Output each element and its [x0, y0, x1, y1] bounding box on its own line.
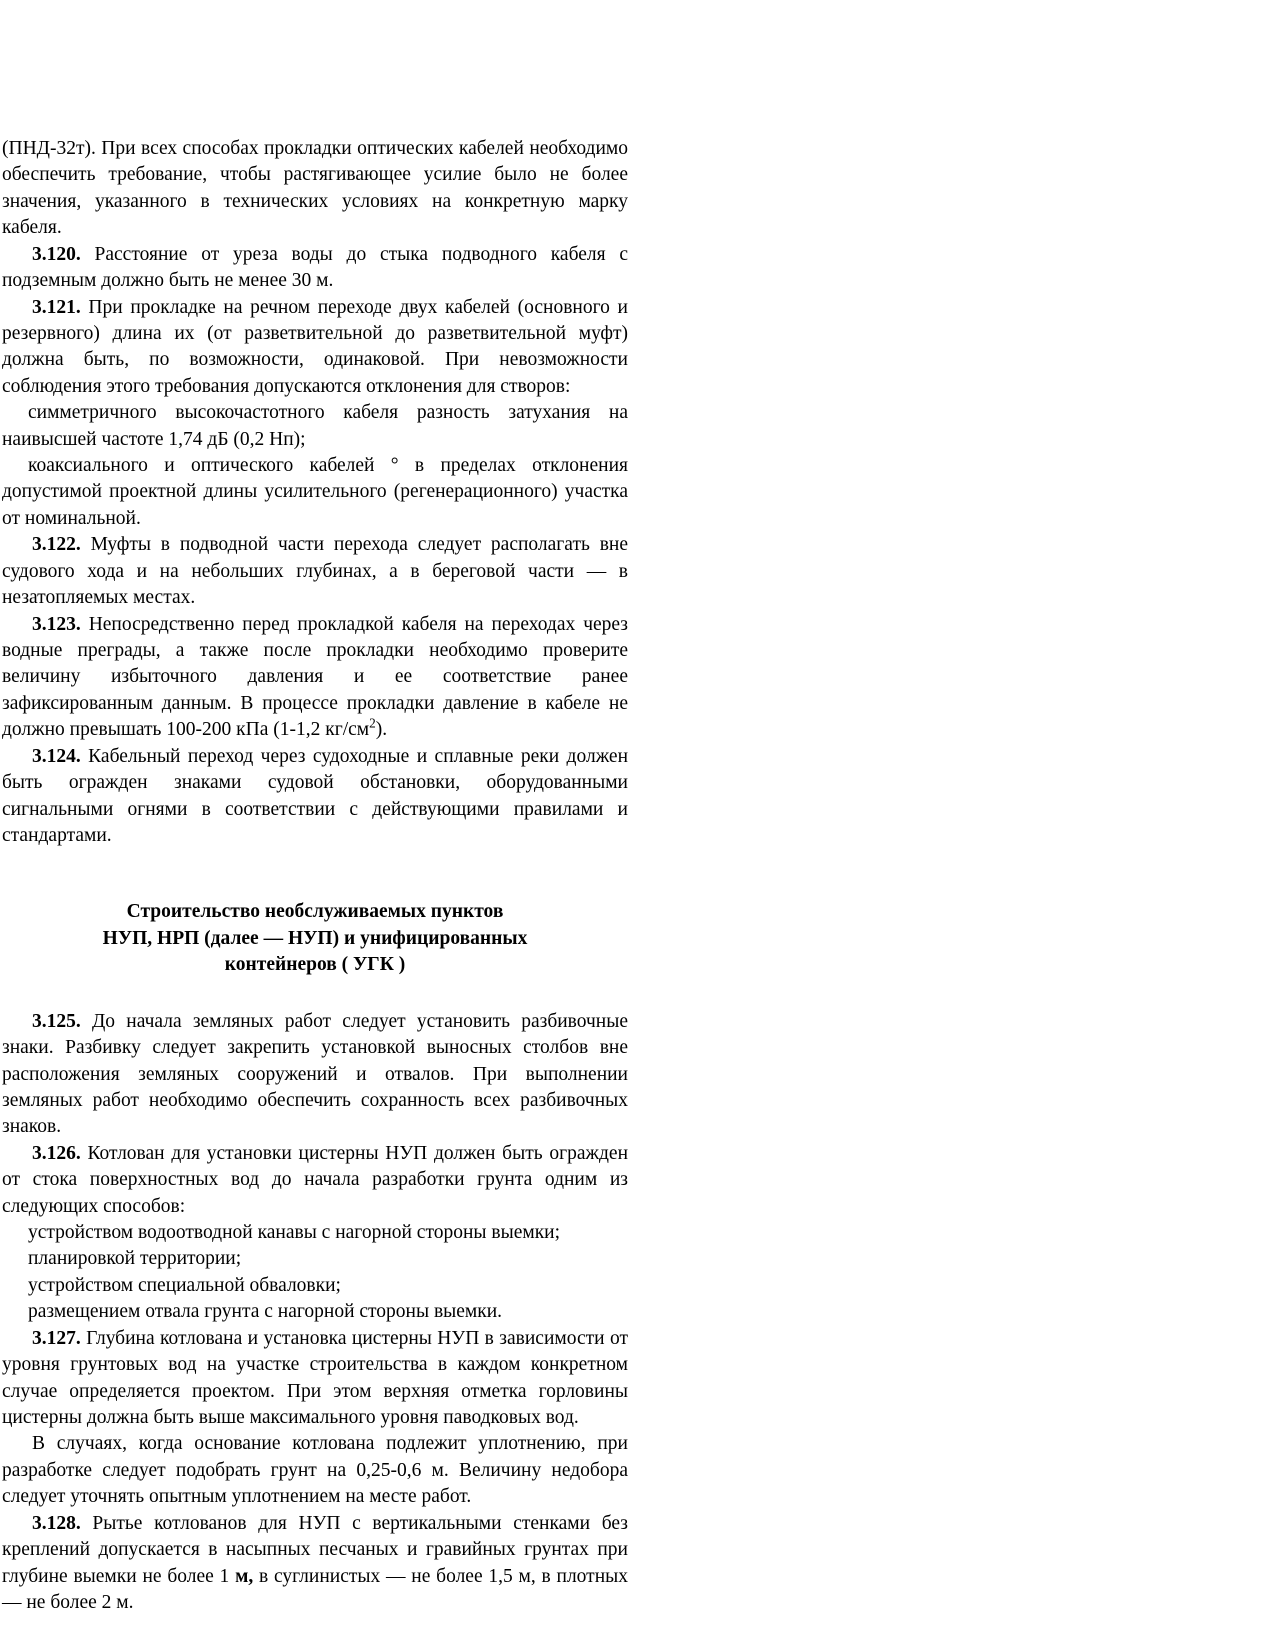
paragraph-3125: [2, 1009, 628, 1141]
paragraph-3128: [2, 1511, 628, 1617]
clause-number: 3.123.: [32, 613, 81, 635]
paragraph-3127: [2, 1326, 628, 1432]
paragraph-text: В случаях, когда основание котлована подлежит уплотнению, при разработке следует подобрать грунт на 0,25-0,6 м. Величину недобора следует уточнять опытным уплотнением на месте работ.: [2, 1433, 628, 1508]
page-body: [0, 136, 628, 1616]
clause-number: 3.128.: [32, 1512, 81, 1534]
paragraph-text: Глубина котлована и установка цистерны НУП в зависимости от уровня грунтовых вод на участке строительства в каждом конкретном случае определяется проектом. При этом верхняя отметка горловины цистерны должна быть выше максимального уровня паводковых вод.: [2, 1327, 628, 1428]
paragraph-text: устройством специальной обваловки;: [28, 1274, 341, 1296]
paragraph-text: устройством водоотводной канавы с нагорной стороны выемки;: [28, 1222, 561, 1244]
paragraph-3126-item-d: [2, 1299, 628, 1325]
clause-number: 3.120.: [32, 243, 81, 265]
paragraph-3120: [2, 242, 628, 295]
paragraph-3126-item-c: [2, 1273, 628, 1299]
paragraph-text: Муфты в подводной части перехода следует располагать вне судового хода и на небольших глубинах, а в береговой части — в незатопляемых местах.: [2, 534, 628, 609]
paragraph-text: коаксиального и оптического кабелей ° в пределах отклонения допустимой проектной длины усилительного (регенерационного) участка от номинальной.: [2, 455, 628, 529]
section-heading: [2, 899, 628, 978]
paragraph-text: До начала земляных работ следует установить разбивочные знаки. Разбивку следует закрепить установкой выносных столбов вне расположения земляных сооружений и отвалов. При выполнении земляных работ необходимо обеспечить сохранность всех разбивочных знаков.: [2, 1010, 628, 1138]
paragraph-3119-continuation: [2, 136, 628, 242]
paragraph-3121-item-a: [2, 400, 628, 453]
clause-number: 3.126.: [32, 1142, 81, 1164]
paragraph-text: Непосредственно перед прокладкой кабеля на переходах через водные преграды, а также после прокладки необходимо проверите величину избыточного давления и ее соответствие ранее зафиксированным данным. В процессе прокладки давление в кабеле не должно превышать 100-200 кПа (1-1,2 $кг/см^2$).: [2, 613, 628, 741]
paragraph-text: Расстояние от уреза воды до стыка подводного кабеля с подземным должно быть не менее 30 м.: [2, 243, 629, 292]
paragraph-text: Рытье котлованов для НУП с вертикальными стенками без креплений допускается в насыпных песчаных и гравийных грунтах при глубине выемки не более 1 м, в суглинистых — не более 1,5 м, в плотных — не более 2 м.: [2, 1512, 628, 1613]
paragraph-text: Котлован для установки цистерны НУП должен быть огражден от стока поверхностных вод до начала разработки грунта одним из следующих способов:: [2, 1142, 628, 1217]
paragraph-3124: [2, 744, 628, 850]
paragraph-3126: [2, 1141, 628, 1220]
paragraph-3122: [2, 532, 628, 611]
paragraph-text: размещением отвала грунта с нагорной стороны выемки.: [28, 1301, 503, 1323]
paragraph-3121-item-b: [2, 453, 628, 532]
paragraph-3127-continuation: [2, 1431, 628, 1510]
paragraph-3121: [2, 295, 628, 401]
clause-number: 3.122.: [32, 534, 81, 556]
paragraph-text: Кабельный переход через судоходные и сплавные реки должен быть огражден знаками судовой обстановки, оборудованными сигнальными огнями в соответствии с действующими правилами и стандартами.: [2, 745, 629, 846]
section-heading-line-3: контейнеров ( УГК ): [224, 954, 406, 976]
section-heading-line-2: НУП, НРП (далее — НУП) и унифицированных: [102, 927, 528, 949]
clause-number: 3.121.: [32, 296, 81, 318]
spacer: [2, 849, 628, 899]
paragraph-3126-item-a: [2, 1220, 628, 1246]
paragraph-3126-item-b: [2, 1246, 628, 1272]
paragraph-text: симметричного высокочастотного кабеля разность затухания на наивысшей частоте 1,74 дБ (0,2 Нп);: [2, 402, 628, 450]
clause-number: 3.124.: [32, 745, 81, 767]
clause-number: 3.125.: [32, 1010, 81, 1032]
paragraph-text: (ПНД-32т). При всех способах прокладки оптических кабелей необходимо обеспечить требование, чтобы растягивающее усилие было не более значения, указанного в технических условиях на конкретную марку кабеля.: [2, 138, 628, 239]
spacer: [2, 979, 628, 1009]
section-heading-line-1: Строительство необслуживаемых пунктов: [126, 901, 504, 923]
paragraph-text: При прокладке на речном переходе двух кабелей (основного и резервного) длина их (от разветвительной до разветвительной муфт) должна быть, по возможности, одинаковой. При невозможности соблюдения этого требования допускаются отклонения для створов:: [2, 296, 628, 397]
clause-number: 3.127.: [32, 1327, 81, 1349]
paragraph-3123: [2, 612, 628, 744]
paragraph-text: планировкой территории;: [28, 1248, 242, 1270]
